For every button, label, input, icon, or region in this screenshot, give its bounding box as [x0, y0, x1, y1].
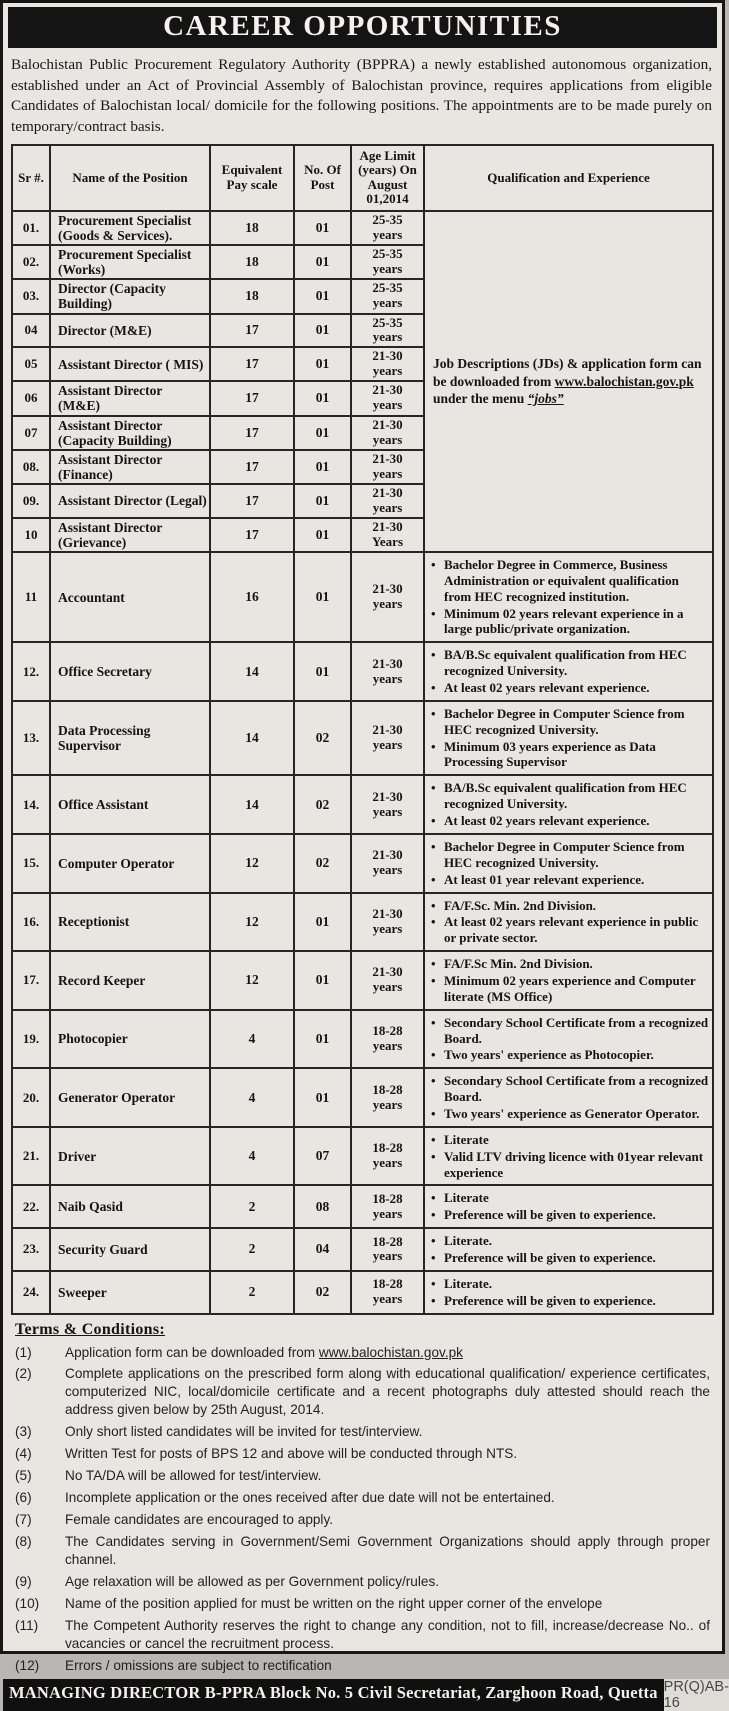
cell-age-limit: 18-28 years — [351, 1127, 424, 1186]
qualification-text: Bachelor Degree in Computer Science from HEC recognized University. — [444, 705, 685, 737]
cell-sr-number: 09. — [12, 484, 50, 518]
cell-qualification — [424, 701, 713, 775]
terms-text: No TA/DA will be allowed for test/interview. — [65, 1468, 322, 1484]
qualification-text: Secondary School Certificate from a recognized Board. — [444, 1014, 709, 1046]
bullet-icon: • — [431, 1292, 436, 1308]
bullet-icon: • — [431, 1275, 436, 1291]
terms-text: Incomplete application or the ones received after due date will not be entertained. — [65, 1490, 555, 1506]
cell-position-name: Assistant Director (Finance) — [50, 450, 210, 484]
cell-position-name: Security Guard — [50, 1228, 210, 1271]
bullet-icon: • — [431, 780, 436, 796]
cell-position-name: Generator Operator — [50, 1068, 210, 1127]
cell-position-name: Assistant Director (M&E) — [50, 381, 210, 415]
cell-position-name: Assistant Director (Grievance) — [50, 518, 210, 552]
bullet-icon: • — [431, 897, 436, 913]
cell-age-limit: 25-35 years — [351, 245, 424, 279]
qualification-text: Minimum 03 years experience as Data Processing Supervisor — [444, 738, 656, 770]
intro-paragraph: Balochistan Public Procurement Regulatory Authority (BPPRA) a newly established autonomous organization, established under an Act of Provincial Assembly of Balochistan province, requires applications from eligible Candidates of Balochistan local/ domicile for the following positions. The appointments are to be made purely on temporary/contract basis. — [11, 56, 712, 136]
cell-position-name: Photocopier — [50, 1010, 210, 1069]
terms-item-number: (4) — [15, 1446, 32, 1462]
cell-sr-number: 06 — [12, 381, 50, 415]
qualification-bullet-item — [431, 914, 709, 946]
qualification-text: Preference will be given to experience. — [444, 1249, 656, 1265]
cell-pay-scale: 2 — [210, 1271, 294, 1314]
bullet-icon: • — [431, 738, 436, 754]
qualification-text: Job Descriptions (JDs) & application form can be downloaded from — [433, 356, 702, 389]
positions-table — [11, 144, 714, 1315]
cell-position-name: Driver — [50, 1127, 210, 1186]
qualification-text: FA/F.Sc Min. 2nd Division. — [444, 956, 593, 972]
cell-age-limit: 21-30 Years — [351, 518, 424, 552]
cell-no-of-posts: 02 — [294, 701, 351, 775]
terms-section — [3, 1315, 722, 1679]
cell-position-name: Assistant Director (Capacity Building) — [50, 416, 210, 450]
terms-item — [15, 1445, 710, 1463]
cell-position-name: Sweeper — [50, 1271, 210, 1314]
cell-position-name: Procurement Specialist (Works) — [50, 245, 210, 279]
cell-pay-scale: 4 — [210, 1010, 294, 1069]
terms-item-text — [65, 1511, 710, 1529]
header-qualification: Qualification and Experience — [424, 145, 713, 211]
qualification-text: Two years' experience as Generator Operator. — [444, 1105, 700, 1121]
cell-sr-number: 16. — [12, 893, 50, 952]
terms-text: Written Test for posts of BPS 12 and above will be conducted through NTS. — [65, 1446, 518, 1462]
cell-position-name: Receptionist — [50, 893, 210, 952]
table-row — [12, 642, 713, 701]
cell-position-name: Director (Capacity Building) — [50, 279, 210, 313]
qualification-bullet-item — [431, 1207, 709, 1223]
cell-age-limit: 18-28 years — [351, 1068, 424, 1127]
cell-position-name: Office Secretary — [50, 642, 210, 701]
bullet-icon: • — [431, 972, 436, 988]
bullet-icon: • — [431, 914, 436, 930]
cell-qualification — [424, 1185, 713, 1228]
cell-age-limit: 21-30 years — [351, 347, 424, 381]
qualification-bullet-item — [431, 780, 709, 812]
terms-text: Errors / omissions are subject to rectification — [65, 1657, 332, 1673]
cell-pay-scale: 2 — [210, 1228, 294, 1271]
cell-age-limit: 21-30 years — [351, 775, 424, 834]
cell-sr-number: 11 — [12, 552, 50, 642]
table-row — [12, 701, 713, 775]
qualification-bullet-item — [431, 1132, 709, 1148]
qualification-bullet-item — [431, 1015, 709, 1047]
cell-position-name: Assistant Director ( MIS) — [50, 347, 210, 381]
header-posts: No. Of Post — [294, 145, 351, 211]
page-title: CAREER OPPORTUNITIES — [163, 10, 562, 42]
cell-pay-scale: 17 — [210, 518, 294, 552]
terms-item-text — [65, 1657, 710, 1675]
bullet-icon: • — [431, 680, 436, 696]
cell-position-name: Naib Qasid — [50, 1185, 210, 1228]
qualification-text: At least 02 years relevant experience. — [444, 813, 650, 829]
cell-pay-scale: 12 — [210, 951, 294, 1010]
terms-item — [15, 1617, 710, 1653]
cell-no-of-posts: 01 — [294, 1068, 351, 1127]
qualification-text: Preference will be given to experience. — [444, 1207, 656, 1223]
cell-pay-scale: 4 — [210, 1068, 294, 1127]
table-row — [12, 893, 713, 952]
cell-sr-number: 17. — [12, 951, 50, 1010]
qualification-text: Minimum 02 years experience and Computer literate (MS Office) — [444, 972, 696, 1004]
cell-position-name: Computer Operator — [50, 834, 210, 893]
cell-sr-number: 02. — [12, 245, 50, 279]
cell-no-of-posts: 01 — [294, 279, 351, 313]
cell-position-name: Director (M&E) — [50, 314, 210, 348]
cell-no-of-posts: 01 — [294, 1010, 351, 1069]
cell-age-limit: 21-30 years — [351, 893, 424, 952]
header-pay-scale: Equivalent Pay scale — [210, 145, 294, 211]
terms-item-text — [65, 1489, 710, 1507]
table-row — [12, 834, 713, 893]
cell-no-of-posts: 01 — [294, 416, 351, 450]
qualification-bullet-item — [431, 606, 709, 638]
cell-sr-number: 07 — [12, 416, 50, 450]
cell-position-name: Office Assistant — [50, 775, 210, 834]
table-row — [12, 775, 713, 834]
cell-no-of-posts: 01 — [294, 381, 351, 415]
cell-no-of-posts: 02 — [294, 834, 351, 893]
bullet-icon: • — [431, 605, 436, 621]
terms-text: The Competent Authority reserves the right to change any condition, not to fill, increase/decrease No.. of vacancies or cancel the recruitment process. — [65, 1617, 710, 1651]
bullet-icon: • — [431, 1207, 436, 1223]
qualification-bullet-item — [431, 1276, 709, 1292]
cell-no-of-posts: 01 — [294, 347, 351, 381]
cell-pay-scale: 12 — [210, 893, 294, 952]
qualification-text: Bachelor Degree in Computer Science from HEC recognized University. — [444, 838, 685, 870]
qualification-text: Literate — [444, 1131, 489, 1147]
qualification-text: Valid LTV driving licence with 01year relevant experience — [444, 1148, 704, 1180]
table-row — [12, 1228, 713, 1271]
terms-item — [15, 1344, 710, 1362]
terms-heading: Terms & Conditions: — [15, 1320, 166, 1338]
cell-qualification — [424, 951, 713, 1010]
cell-age-limit: 18-28 years — [351, 1010, 424, 1069]
cell-pay-scale: 17 — [210, 450, 294, 484]
table-row — [12, 552, 713, 642]
cell-sr-number: 04 — [12, 314, 50, 348]
cell-pay-scale: 17 — [210, 416, 294, 450]
cell-sr-number: 01. — [12, 211, 50, 245]
cell-pay-scale: 17 — [210, 314, 294, 348]
cell-qualification — [424, 1271, 713, 1314]
terms-item — [15, 1489, 710, 1507]
qualification-bullet-item — [431, 1250, 709, 1266]
terms-item — [15, 1533, 710, 1569]
jobs-menu-label: “jobs” — [527, 391, 564, 407]
qualification-bullet-item — [431, 1293, 709, 1309]
qualification-bullet-item — [431, 1233, 709, 1249]
cell-sr-number: 20. — [12, 1068, 50, 1127]
cell-age-limit: 21-30 years — [351, 552, 424, 642]
bullet-icon: • — [431, 1131, 436, 1147]
bullet-icon: • — [431, 956, 436, 972]
cell-age-limit: 21-30 years — [351, 951, 424, 1010]
terms-item-number: (6) — [15, 1490, 32, 1506]
terms-item-number: (3) — [15, 1424, 32, 1440]
terms-item — [15, 1467, 710, 1485]
cell-age-limit: 25-35 years — [351, 314, 424, 348]
cell-age-limit: 21-30 years — [351, 484, 424, 518]
header-name: Name of the Position — [50, 145, 210, 211]
qualification-bullet-item — [431, 813, 709, 829]
bullet-icon: • — [431, 1190, 436, 1206]
cell-pay-scale: 18 — [210, 279, 294, 313]
qualification-bullet-item — [431, 973, 709, 1005]
qualification-text: BA/B.Sc equivalent qualification from HEC recognized University. — [444, 780, 687, 812]
cell-pay-scale: 16 — [210, 552, 294, 642]
cell-no-of-posts: 07 — [294, 1127, 351, 1186]
cell-qualification — [424, 1010, 713, 1069]
terms-item-number: (1) — [15, 1344, 32, 1360]
cell-qualification — [424, 1127, 713, 1186]
cell-qualification-merged — [424, 211, 713, 552]
bullet-icon: • — [431, 1148, 436, 1164]
qualification-bullet-item — [431, 1190, 709, 1206]
qualification-text: Preference will be given to experience. — [444, 1292, 656, 1308]
qualification-bullet-item — [431, 872, 709, 888]
terms-item-text — [65, 1365, 710, 1419]
cell-no-of-posts: 01 — [294, 642, 351, 701]
qualification-text: BA/B.Sc equivalent qualification from HEC recognized University. — [444, 647, 687, 679]
cell-age-limit: 25-35 years — [351, 211, 424, 245]
bullet-icon: • — [431, 1047, 436, 1063]
terms-item-text — [65, 1573, 710, 1591]
cell-position-name: Data Processing Supervisor — [50, 701, 210, 775]
cell-pay-scale: 14 — [210, 701, 294, 775]
bullet-icon: • — [431, 1105, 436, 1121]
cell-sr-number: 19. — [12, 1010, 50, 1069]
cell-pay-scale: 17 — [210, 347, 294, 381]
cell-position-name: Procurement Specialist (Goods & Services). — [50, 211, 210, 245]
terms-item — [15, 1657, 710, 1675]
terms-item — [15, 1423, 710, 1441]
terms-item — [15, 1573, 710, 1591]
bullet-icon: • — [431, 1073, 436, 1089]
cell-sr-number: 10 — [12, 518, 50, 552]
cell-no-of-posts: 01 — [294, 450, 351, 484]
cell-no-of-posts: 01 — [294, 314, 351, 348]
table-row — [12, 1010, 713, 1069]
cell-pay-scale: 18 — [210, 211, 294, 245]
terms-text: Only short listed candidates will be invited for test/interview. — [65, 1424, 423, 1440]
table-header-row — [12, 145, 713, 211]
cell-qualification — [424, 1228, 713, 1271]
terms-text: The Candidates serving in Government/Semi Government Organizations should apply through proper channel. — [65, 1533, 710, 1567]
qualification-bullet-item — [431, 1047, 709, 1063]
qualification-text: Literate — [444, 1190, 489, 1206]
qualification-text: Bachelor Degree in Commerce, Business Administration or equivalent qualification from HEC recognized institution. — [444, 557, 679, 604]
table-row — [12, 1271, 713, 1314]
terms-item-number: (12) — [15, 1657, 40, 1673]
terms-item-text — [65, 1423, 710, 1441]
cell-no-of-posts: 04 — [294, 1228, 351, 1271]
terms-text: Name of the position applied for must be written on the right upper corner of the envelope — [65, 1595, 603, 1611]
cell-age-limit: 21-30 years — [351, 381, 424, 415]
terms-item-text — [65, 1445, 710, 1463]
terms-item-number: (8) — [15, 1533, 32, 1549]
cell-no-of-posts: 08 — [294, 1185, 351, 1228]
terms-item — [15, 1365, 710, 1419]
header-sr: Sr #. — [12, 145, 50, 211]
cell-position-name: Assistant Director (Legal) — [50, 484, 210, 518]
bullet-icon: • — [431, 1233, 436, 1249]
qualification-bullet-item — [431, 647, 709, 679]
cell-age-limit: 18-28 years — [351, 1185, 424, 1228]
bullet-icon: • — [431, 871, 436, 887]
terms-item-text — [65, 1533, 710, 1569]
bullet-icon: • — [431, 705, 436, 721]
cell-qualification — [424, 642, 713, 701]
qualification-bullet-item — [431, 1149, 709, 1181]
terms-text: Age relaxation will be allowed as per Government policy/rules. — [65, 1573, 440, 1589]
cell-age-limit: 21-30 years — [351, 416, 424, 450]
cell-age-limit: 25-35 years — [351, 279, 424, 313]
cell-qualification — [424, 775, 713, 834]
terms-text: Complete applications on the prescribed form along with educational qualification/ experience certificates, computerized NIC, local/domicile certificate and a recent photographs duly attested should reach the address given below by 25th August, 2014. — [65, 1366, 710, 1418]
cell-no-of-posts: 01 — [294, 552, 351, 642]
terms-text: Female candidates are encouraged to apply. — [65, 1512, 334, 1528]
qualification-text: FA/F.Sc. Min. 2nd Division. — [444, 897, 597, 913]
qualification-bullet-item — [431, 557, 709, 605]
cell-pay-scale: 17 — [210, 381, 294, 415]
cell-sr-number: 22. — [12, 1185, 50, 1228]
cell-sr-number: 23. — [12, 1228, 50, 1271]
cell-pay-scale: 2 — [210, 1185, 294, 1228]
qualification-bullet-item — [431, 1106, 709, 1122]
cell-pay-scale: 14 — [210, 642, 294, 701]
press-code: PR(Q)AB-16 — [663, 1678, 729, 1711]
cell-no-of-posts: 01 — [294, 518, 351, 552]
qualification-text: Secondary School Certificate from a recognized Board. — [444, 1073, 709, 1105]
bullet-icon: • — [431, 557, 436, 573]
qualification-bullet-item — [431, 680, 709, 696]
cell-age-limit: 21-30 years — [351, 450, 424, 484]
cell-qualification — [424, 893, 713, 952]
cell-sr-number: 03. — [12, 279, 50, 313]
cell-pay-scale: 12 — [210, 834, 294, 893]
qualification-bullet-item — [431, 839, 709, 871]
qualification-text: under the menu — [433, 391, 528, 407]
cell-age-limit: 21-30 years — [351, 701, 424, 775]
header-age-limit: Age Limit (years) On August 01,2014 — [351, 145, 424, 211]
qualification-text: At least 01 year relevant experience. — [444, 871, 645, 887]
cell-position-name: Record Keeper — [50, 951, 210, 1010]
table-row — [12, 1127, 713, 1186]
cell-qualification — [424, 834, 713, 893]
terms-item-number: (9) — [15, 1573, 32, 1589]
bullet-icon: • — [431, 813, 436, 829]
cell-pay-scale: 18 — [210, 245, 294, 279]
terms-item-text — [65, 1595, 710, 1613]
table-row — [12, 211, 713, 245]
terms-item-number: (5) — [15, 1468, 32, 1484]
cell-no-of-posts: 01 — [294, 484, 351, 518]
qualification-text: Two years' experience as Photocopier. — [444, 1047, 654, 1063]
qualification-text: Literate. — [444, 1233, 493, 1249]
cell-pay-scale: 4 — [210, 1127, 294, 1186]
cell-sr-number: 24. — [12, 1271, 50, 1314]
terms-item-number: (11) — [15, 1617, 39, 1633]
cell-no-of-posts: 01 — [294, 245, 351, 279]
cell-age-limit: 18-28 years — [351, 1271, 424, 1314]
qualification-bullet-item — [431, 898, 709, 914]
qualification-bullet-item — [431, 956, 709, 972]
cell-sr-number: 12. — [12, 642, 50, 701]
cell-no-of-posts: 01 — [294, 893, 351, 952]
qualification-bullet-item — [431, 739, 709, 771]
cell-qualification — [424, 1068, 713, 1127]
terms-item-text — [65, 1467, 710, 1485]
bullet-icon: • — [431, 838, 436, 854]
qualification-bullet-item — [431, 706, 709, 738]
qualification-text: Literate. — [444, 1275, 493, 1291]
terms-item-text — [65, 1344, 710, 1362]
cell-no-of-posts: 02 — [294, 775, 351, 834]
website-link: www.balochistan.gov.pk — [554, 373, 694, 389]
title-bar — [8, 7, 717, 48]
cell-position-name: Accountant — [50, 552, 210, 642]
footer-address-bar: MANAGING DIRECTOR B-PPRA Block No. 5 Civil Secretariat, Zarghoon Road, Quetta — [3, 1679, 664, 1711]
terms-item-number: (2) — [15, 1366, 32, 1382]
table-row — [12, 1185, 713, 1228]
terms-text: Application form can be downloaded from — [65, 1344, 319, 1360]
cell-sr-number: 14. — [12, 775, 50, 834]
bullet-icon: • — [431, 1249, 436, 1265]
qualification-bullet-item — [431, 1073, 709, 1105]
cell-no-of-posts: 01 — [294, 211, 351, 245]
terms-item — [15, 1511, 710, 1529]
cell-pay-scale: 17 — [210, 484, 294, 518]
cell-qualification — [424, 552, 713, 642]
footer — [3, 1678, 729, 1711]
cell-sr-number: 15. — [12, 834, 50, 893]
table-row — [12, 951, 713, 1010]
bullet-icon: • — [431, 1014, 436, 1030]
terms-item-number: (10) — [15, 1595, 40, 1611]
cell-sr-number: 13. — [12, 701, 50, 775]
bullet-icon: • — [431, 647, 436, 663]
qualification-text: At least 02 years relevant experience. — [444, 680, 650, 696]
website-link: www.balochistan.gov.pk — [318, 1344, 463, 1360]
cell-age-limit: 21-30 years — [351, 834, 424, 893]
cell-sr-number: 08. — [12, 450, 50, 484]
terms-item-text — [65, 1617, 710, 1653]
terms-item-number: (7) — [15, 1512, 32, 1528]
cell-sr-number: 05 — [12, 347, 50, 381]
cell-no-of-posts: 01 — [294, 951, 351, 1010]
cell-age-limit: 21-30 years — [351, 642, 424, 701]
cell-sr-number: 21. — [12, 1127, 50, 1186]
terms-item — [15, 1595, 710, 1613]
cell-no-of-posts: 02 — [294, 1271, 351, 1314]
qualification-text: Minimum 02 years relevant experience in a large public/private organization. — [444, 605, 684, 637]
terms-list — [15, 1344, 710, 1675]
cell-age-limit: 18-28 years — [351, 1228, 424, 1271]
cell-pay-scale: 14 — [210, 775, 294, 834]
qualification-text: At least 02 years relevant experience in public or private sector. — [444, 914, 699, 946]
table-row — [12, 1068, 713, 1127]
